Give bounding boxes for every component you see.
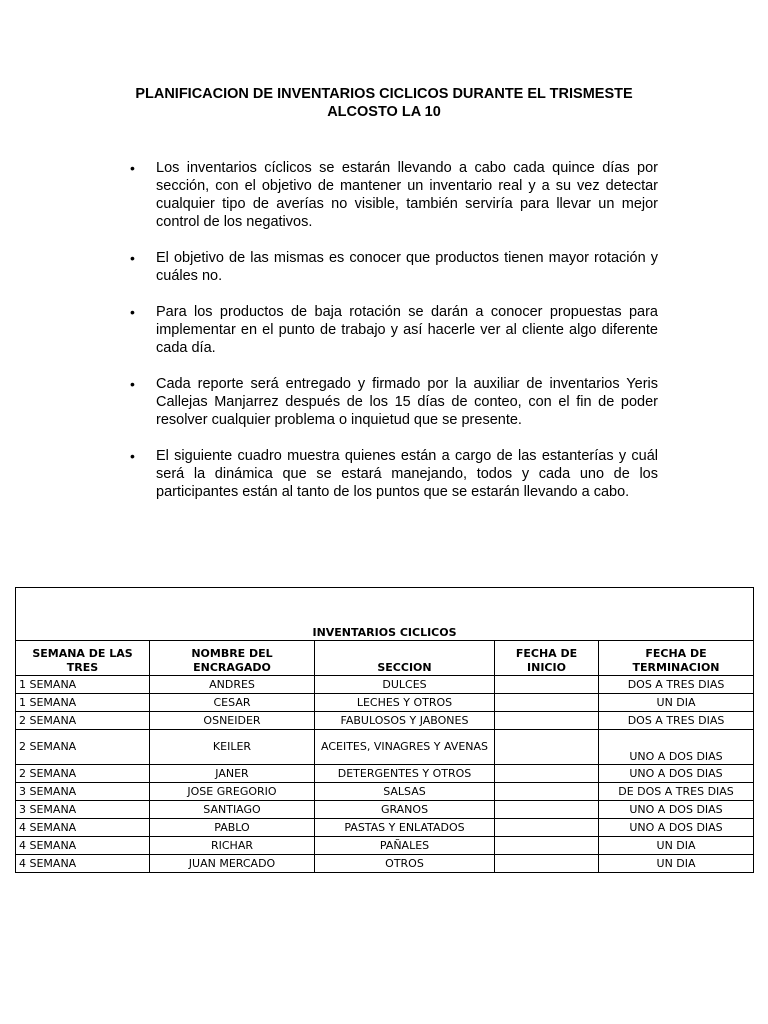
cell-end-date: UNO A DOS DIAS	[599, 819, 754, 837]
cell-end-date: UN DIA	[599, 837, 754, 855]
cell-end-date: DE DOS A TRES DIAS	[599, 783, 754, 801]
cell-end-date: UNO A DOS DIAS	[599, 801, 754, 819]
cell-week: 3 SEMANA	[16, 783, 150, 801]
bullet-text: El siguiente cuadro muestra quienes están a cargo de las estanterías y cuál será la dinámica que se estará manejando, todos y cada uno de los participantes están al tanto de los puntos que se estarán llevando a cabo.	[156, 448, 658, 500]
cell-end-date: UNO A DOS DIAS	[599, 730, 754, 765]
cell-manager: KEILER	[150, 730, 315, 765]
cell-week: 4 SEMANA	[16, 837, 150, 855]
cell-week: 2 SEMANA	[16, 765, 150, 783]
table-row	[16, 730, 754, 765]
bullet-icon: •	[130, 160, 135, 176]
bullet-text: El objetivo de las mismas es conocer que productos tienen mayor rotación y cuáles no.	[156, 250, 658, 284]
cell-start-date	[495, 819, 599, 837]
cell-manager: RICHAR	[150, 837, 315, 855]
bullet-item	[130, 447, 658, 501]
table-row	[16, 837, 754, 855]
cell-week: 1 SEMANA	[16, 694, 150, 712]
cell-end-date: UN DIA	[599, 855, 754, 873]
cell-manager: SANTIAGO	[150, 801, 315, 819]
inventory-table	[15, 587, 754, 873]
table-caption: INVENTARIOS CICLICOS	[16, 588, 754, 641]
bullet-text: Los inventarios cíclicos se estarán llevando a cabo cada quince días por sección, con el objetivo de mantener un inventario real y a su vez detectar cualquier tipo de averías no visible, también serviría para llevar un mejor control de los negativos.	[156, 160, 658, 230]
cell-manager: ANDRES	[150, 676, 315, 694]
title-line-2: ALCOSTO LA 10	[327, 104, 441, 120]
bullet-icon: •	[130, 448, 135, 464]
bullet-text: Para los productos de baja rotación se darán a conocer propuestas para implementar en el punto de trabajo y así hacerle ver al cliente algo diferente cada día.	[156, 304, 658, 356]
cell-start-date	[495, 730, 599, 765]
cell-section: OTROS	[315, 855, 495, 873]
bullet-item	[130, 375, 658, 429]
cell-week: 4 SEMANA	[16, 819, 150, 837]
cell-section: FABULOSOS Y JABONES	[315, 712, 495, 730]
cell-section: PAÑALES	[315, 837, 495, 855]
cell-manager: JOSE GREGORIO	[150, 783, 315, 801]
cell-week: 4 SEMANA	[16, 855, 150, 873]
cell-week: 2 SEMANA	[16, 730, 150, 765]
cell-start-date	[495, 837, 599, 855]
cell-end-date: UN DIA	[599, 694, 754, 712]
cell-start-date	[495, 712, 599, 730]
cell-section: PASTAS Y ENLATADOS	[315, 819, 495, 837]
table-row	[16, 783, 754, 801]
cell-start-date	[495, 783, 599, 801]
cell-manager: JANER	[150, 765, 315, 783]
bullet-list	[130, 159, 658, 519]
cell-section: DULCES	[315, 676, 495, 694]
bullet-text: Cada reporte será entregado y firmado por la auxiliar de inventarios Yeris Callejas Manjarrez después de los 15 días de conteo, con el fin de poder resolver cualquier problema o inquietud que se presente.	[156, 376, 658, 428]
cell-start-date	[495, 765, 599, 783]
table-row	[16, 819, 754, 837]
header-end-date: FECHA DE TERMINACION	[599, 641, 754, 676]
bullet-icon: •	[130, 250, 135, 266]
table-row	[16, 855, 754, 873]
header-week: SEMANA DE LAS TRES	[16, 641, 150, 676]
cell-manager: JUAN MERCADO	[150, 855, 315, 873]
table-row	[16, 712, 754, 730]
bullet-icon: •	[130, 304, 135, 320]
table-row	[16, 676, 754, 694]
title-line-1: PLANIFICACION DE INVENTARIOS CICLICOS DURANTE EL TRISMESTE	[135, 86, 633, 102]
cell-manager: CESAR	[150, 694, 315, 712]
cell-section: DETERGENTES Y OTROS	[315, 765, 495, 783]
header-section: SECCION	[315, 641, 495, 676]
bullet-icon: •	[130, 376, 135, 392]
table-row	[16, 765, 754, 783]
cell-end-date: DOS A TRES DIAS	[599, 676, 754, 694]
header-manager: NOMBRE DEL ENCRAGADO	[150, 641, 315, 676]
table-row	[16, 801, 754, 819]
cell-section: ACEITES, VINAGRES Y AVENAS	[315, 730, 495, 765]
cell-section: GRANOS	[315, 801, 495, 819]
bullet-item	[130, 303, 658, 357]
table-row	[16, 694, 754, 712]
cell-start-date	[495, 855, 599, 873]
cell-start-date	[495, 801, 599, 819]
cell-week: 3 SEMANA	[16, 801, 150, 819]
bullet-item	[130, 249, 658, 285]
cell-section: LECHES Y OTROS	[315, 694, 495, 712]
cell-manager: OSNEIDER	[150, 712, 315, 730]
cell-manager: PABLO	[150, 819, 315, 837]
bullet-item	[130, 159, 658, 231]
cell-end-date: DOS A TRES DIAS	[599, 712, 754, 730]
header-start-date: FECHA DE INICIO	[495, 641, 599, 676]
table-caption-row	[16, 588, 754, 641]
cell-start-date	[495, 676, 599, 694]
document-title	[100, 85, 668, 121]
cell-section: SALSAS	[315, 783, 495, 801]
cell-start-date	[495, 694, 599, 712]
cell-end-date: UNO A DOS DIAS	[599, 765, 754, 783]
cell-week: 2 SEMANA	[16, 712, 150, 730]
inventory-table-container	[15, 587, 753, 873]
table-header-row	[16, 641, 754, 676]
cell-week: 1 SEMANA	[16, 676, 150, 694]
